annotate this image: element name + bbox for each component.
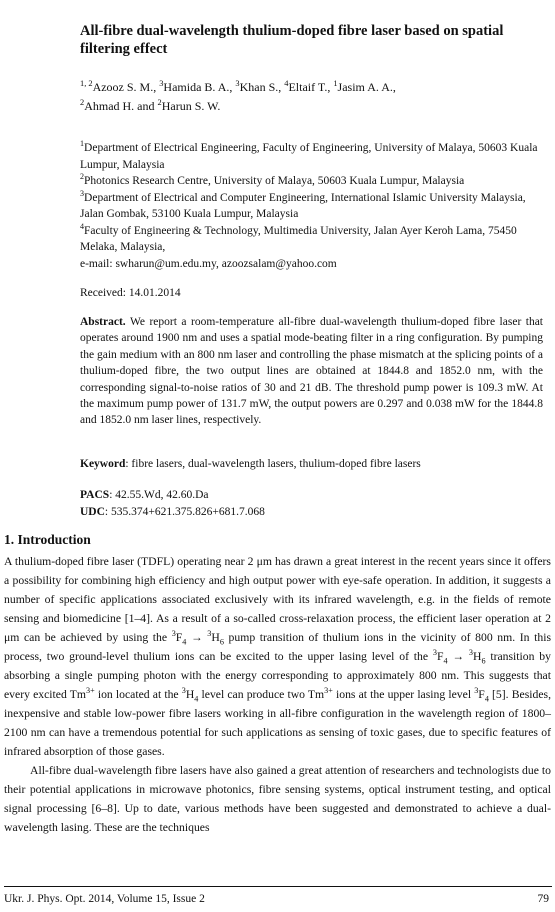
author: $^3$Khan S., xyxy=(235,79,285,94)
section-heading: 1. Introduction xyxy=(4,532,91,547)
affiliation: $^1$Department of Electrical Engineering, Faculty of Engineering, University of Malaya, 50603 Kuala Lumpur, Malaysia xyxy=(80,139,538,171)
journal-citation: Ukr. J. Phys. Opt. 2014, Volume 15, Issue 2 xyxy=(4,893,205,905)
author: $^{1, 2}$Azooz S. M., xyxy=(80,79,160,94)
paper-title: All-fibre dual-wavelength thulium-doped fibre laser based on spatial filtering effect xyxy=(80,23,504,57)
author: $^1$Jasim A. A., xyxy=(333,79,396,94)
abstract-text: We report a room-temperature all-fibre dual-wavelength thulium-doped fibre laser that operates around 1900 nm and uses a spatial mode-beating filter in a ring configuration. By pumping the gain medium with an 800 nm laser and controlling the phase mismatch at the splicing points of a thulium-doped fibre, the two output lines are obtained at 1844.8 and 1852.0 nm, with the corresponding signal-to-noise ratios of 30 and 21 dB. The threshold pump power is 109.3 mW. At the maximum pump power of 131.7 mW, the output powers are 0.297 and 0.038 mW for the 1844.8 and 1852.0 nm laser lines, respectively. xyxy=(80,316,543,427)
keyword-text: : fibre lasers, dual-wavelength lasers, thulium-doped fibre lasers xyxy=(125,458,421,470)
affiliation-list xyxy=(80,140,540,272)
author: $^3$Hamida B. A., xyxy=(159,79,236,94)
paragraph: All-fibre dual-wavelength fibre lasers have also gained a great attention of researchers and technologists due to their potential applications in microwave photonics, fibre sensing systems, optical instrument testing, and optical signal processing [6–8]. Up to date, various methods have been suggested and demonstrated to achieve a dual-wavelength lasing. These are the techniques xyxy=(4,764,551,834)
keywords xyxy=(80,458,543,470)
abstract xyxy=(80,314,543,429)
page-number: 79 xyxy=(537,893,549,905)
author: $^4$Eltaif T., xyxy=(284,79,334,94)
body-text xyxy=(4,552,551,837)
author-list xyxy=(80,78,530,116)
author: $^2$Ahmad H. and xyxy=(80,98,158,113)
author: $^2$Harun S. W. xyxy=(157,98,221,113)
keyword-label: Keyword xyxy=(80,458,126,470)
paragraph: A thulium-doped fibre laser (TDFL) operating near 2 μm has drawn a great interest in the recent years since it offers a possibility for combining high efficiency and high output power with eye-safe operation. In addition, it suggests a number of specific applications associated exclusively with its infrared wavelength, e.g. in the fields of remote sensing and biomedicine [1–4]. As a result of a so-called cross-relaxation process, the efficient laser operation at 2 μm can be achieved by using the $^3F_4 \to ^3H_6$ pump transition of thulium ions in the vicinity of 800 nm. In this process, two ground-level thulium ions can be excited to the upper lasing level of the $^3F_4 \to ^3H_6$ transition by absorbing a single pumping photon with the energy corresponding to approximately 800 nm. This suggests that every excited $Tm^{3+}$ ion located at the $^3H_4$ level can produce two $Tm^{3+}$ ions at the upper lasing level $^3F_4$ [5]. Besides, inexpensive and stable low-power fibre lasers working in all-fibre configuration in the wavelength region of 1800–2100 nm can have a tremendous potential for such applications as sensing of toxic gases, due to specific features of infrared absorption of those gases. xyxy=(4,555,551,758)
affiliation: $^3$Department of Electrical and Computer Engineering, International Islamic University Malaysia, Jalan Gombak, 53100 Kuala Lumpur, Malaysia xyxy=(80,188,526,220)
email-line[interactable]: e-mail: swharun@um.edu.my, azoozsalam@yahoo.com xyxy=(80,257,337,270)
footer-divider xyxy=(4,886,552,887)
classification-codes xyxy=(80,487,265,521)
affiliation: $^2$Photonics Research Centre, University of Malaya, 50603 Kuala Lumpur, Malaysia xyxy=(80,172,465,187)
udc-line: UDC: 535.374+621.375.826+681.7.068 xyxy=(80,506,265,518)
affiliation: $^4$Faculty of Engineering & Technology, Multimedia University, Jalan Ayer Keroh Lama, 75450 Melaka, Malaysia, xyxy=(80,221,517,253)
received-date: Received: 14.01.2014 xyxy=(80,287,181,299)
abstract-label: Abstract. xyxy=(80,316,126,328)
pacs-line: PACS: 42.55.Wd, 42.60.Da xyxy=(80,489,209,501)
